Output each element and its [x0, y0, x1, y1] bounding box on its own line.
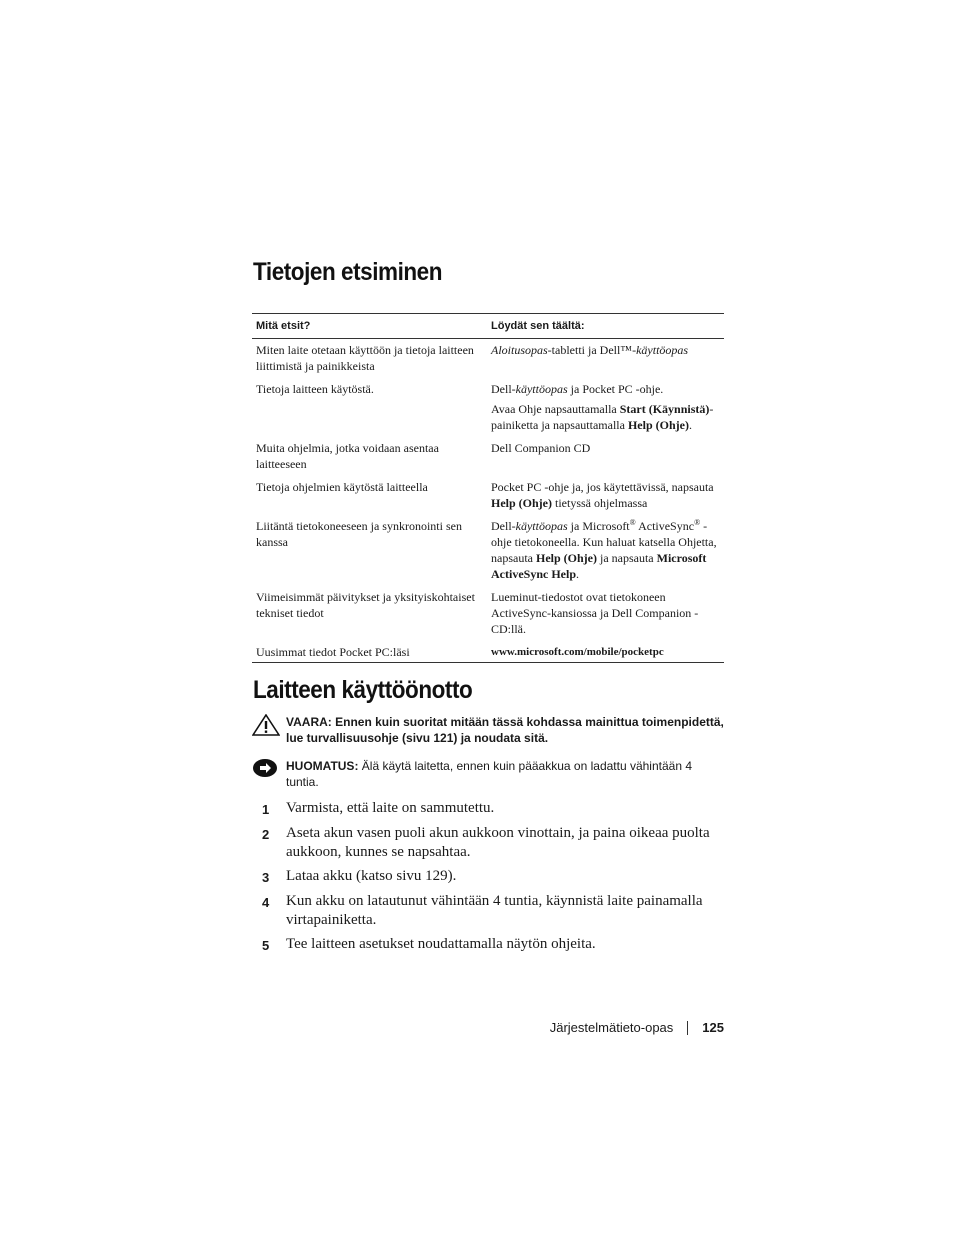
row-answer: Dell Companion CD	[491, 441, 591, 455]
answer-text: ja Microsoft	[567, 519, 630, 533]
answer-text: ja Pocket PC -ohje.	[567, 382, 664, 396]
row-answer-url: www.microsoft.com/mobile/pocketpc	[491, 646, 664, 658]
setup-steps-list	[262, 799, 732, 960]
row-answer	[488, 381, 724, 433]
notice-label: HUOMATUS:	[286, 759, 359, 773]
table-row	[252, 644, 724, 660]
document-title: Järjestelmätieto-opas	[549, 1020, 674, 1035]
row-question: Tietoja ohjelmien käytöstä laitteella	[256, 480, 428, 494]
list-item	[262, 867, 732, 887]
answer-text: -painiketta ja napsauttamalla	[491, 402, 714, 432]
step-text: Aseta akun vasen puoli akun aukkoon vinottain, ja paina oikeaa puolta aukkoon, kunnes se napsahtaa.	[286, 825, 710, 860]
table-row	[252, 518, 724, 582]
step-text: Lataa akku (katso sivu 129).	[286, 868, 457, 884]
warning-notice	[252, 714, 728, 746]
row-question: Viimeisimmät päivitykset ja yksityiskohtaiset tekniset tiedot	[256, 590, 475, 620]
answer-text: tietyssä ohjelmassa	[552, 496, 648, 510]
answer-text: käyttöopas	[636, 343, 689, 357]
answer-text: ActiveSync	[635, 519, 695, 533]
info-table	[252, 313, 724, 663]
header-where: Löydät sen täältä:	[491, 320, 585, 332]
warning-triangle-icon	[252, 714, 280, 740]
table-header	[252, 314, 724, 339]
row-question: Liitäntä tietokoneeseen ja synkronointi sen kanssa	[256, 519, 462, 549]
warning-label: VAARA:	[286, 715, 332, 729]
notice-arrow-icon	[252, 758, 278, 782]
table-row	[252, 381, 724, 433]
list-item	[262, 799, 732, 819]
section-title-finding-info: Tietojen etsiminen	[253, 258, 443, 286]
step-text: Kun akku on latautunut vähintään 4 tuntia, käynnistä laite painamalla virtapainiketta.	[286, 893, 703, 928]
step-number: 3	[262, 870, 270, 885]
step-text: Varmista, että laite on sammutettu.	[286, 800, 495, 816]
answer-text: -tabletti ja Dell™-	[547, 343, 637, 357]
answer-text: Start (Käynnistä)	[619, 402, 710, 416]
list-item	[262, 824, 732, 862]
answer-text: .	[688, 418, 692, 432]
header-what: Mitä etsit?	[256, 320, 311, 332]
answer-text: käyttöopas	[515, 519, 568, 533]
row-answer	[488, 518, 724, 582]
answer-text: -ohje tietokoneella. Kun haluat katsella Ohjetta, napsauta	[491, 519, 717, 565]
list-item	[262, 892, 732, 930]
list-item	[262, 935, 732, 955]
step-number: 2	[262, 827, 270, 842]
answer-text: Help (Ohje)	[535, 551, 597, 565]
step-text: Tee laitteen asetukset noudattamalla näytön ohjeita.	[286, 936, 596, 952]
answer-text: .	[576, 567, 579, 581]
row-answer	[488, 342, 724, 374]
table-row	[252, 440, 724, 472]
step-number: 1	[262, 802, 270, 817]
warning-text: Ennen kuin suoritat mitään tässä kohdassa mainittua toimenpidettä, lue turvallisuusohje (sivu 121) ja noudata sitä.	[286, 715, 724, 745]
answer-text: Help (Ohje)	[491, 496, 552, 510]
row-answer: Lueminut-tiedostot ovat tietokoneen ActiveSync-kansiossa ja Dell Companion -CD:llä.	[491, 590, 699, 636]
notice-text: Älä käytä laitetta, ennen kuin pääakkua on ladattu vähintään 4 tuntia.	[286, 759, 693, 789]
table-row	[252, 479, 724, 511]
row-question: Muita ohjelmia, jotka voidaan asentaa laitteeseen	[256, 441, 439, 471]
row-question: Miten laite otetaan käyttöön ja tietoja laitteen liittimistä ja painikkeista	[256, 343, 474, 373]
answer-text: Microsoft ActiveSync Help	[491, 551, 707, 581]
section-title-device-setup: Laitteen käyttöönotto	[253, 676, 473, 704]
caution-notice	[252, 758, 728, 790]
page-number: 125	[702, 1020, 724, 1035]
footer-divider	[687, 1021, 688, 1035]
page-footer	[550, 1020, 724, 1035]
answer-text: käyttöopas	[515, 382, 568, 396]
answer-text: Help (Ohje)	[627, 418, 689, 432]
row-answer	[488, 479, 724, 511]
answer-text: Avaa Ohje napsauttamalla	[491, 402, 620, 416]
step-number: 4	[262, 895, 270, 910]
row-question: Uusimmat tiedot Pocket PC:läsi	[256, 645, 410, 659]
row-question: Tietoja laitteen käytöstä.	[256, 382, 374, 396]
table-row	[252, 342, 724, 374]
table-row	[252, 589, 724, 637]
answer-text: Aloitusopas	[491, 343, 548, 357]
answer-text: Dell-	[491, 382, 516, 396]
answer-text: Pocket PC -ohje ja, jos käytettävissä, napsauta	[491, 480, 714, 494]
step-number: 5	[262, 938, 270, 953]
registered-mark: ®	[629, 518, 636, 527]
registered-mark: ®	[694, 518, 701, 527]
answer-text: Dell-	[491, 519, 516, 533]
answer-text: ja napsauta	[596, 551, 657, 565]
